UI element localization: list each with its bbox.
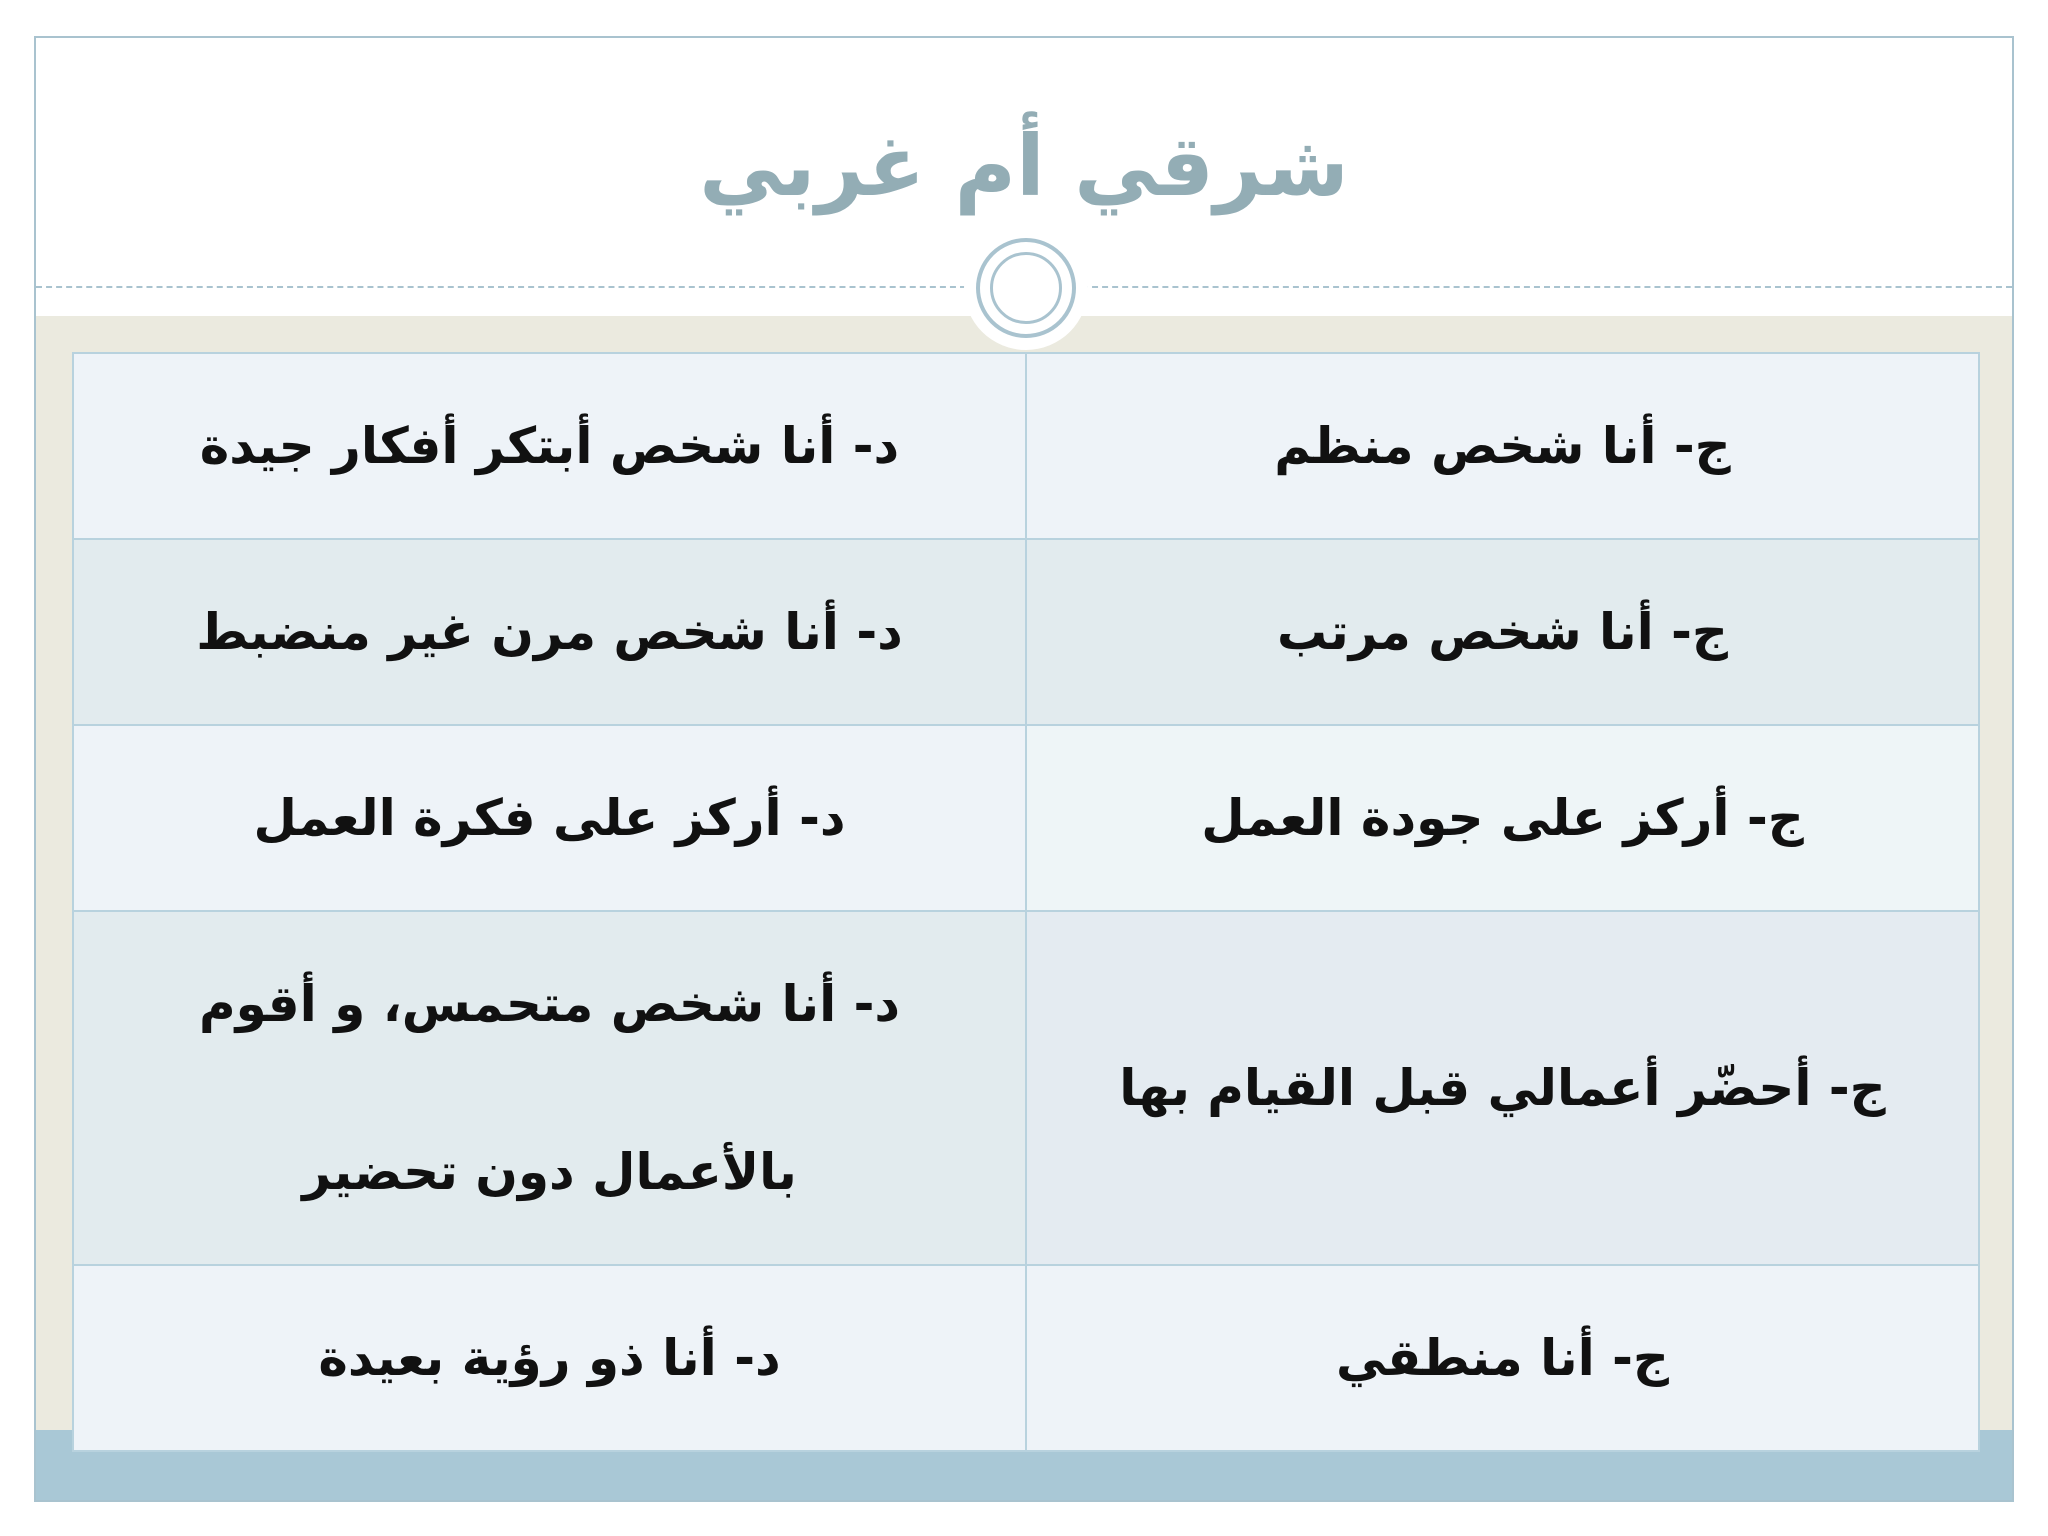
divider-ornament-inner-ring bbox=[990, 252, 1062, 324]
table-row bbox=[73, 353, 1979, 539]
table-cell-option-d: د- أنا شخص أبتكر أفكار جيدة bbox=[73, 353, 1026, 539]
table-row bbox=[73, 539, 1979, 725]
table-row bbox=[73, 911, 1979, 1265]
table-cell-option-d: د- أنا ذو رؤية بعيدة bbox=[73, 1265, 1026, 1451]
table-cell-option-j: ج- أنا منطقي bbox=[1026, 1265, 1979, 1451]
table-cell-option-j: ج- أركز على جودة العمل bbox=[1026, 725, 1979, 911]
title-divider-right bbox=[1082, 286, 2012, 288]
table-cell-option-d: د- أنا شخص متحمس، و أقوم بالأعمال دون تحضير bbox=[73, 911, 1026, 1265]
table-cell-option-d: د- أنا شخص مرن غير منضبط bbox=[73, 539, 1026, 725]
table-cell-option-d: د- أركز على فكرة العمل bbox=[73, 725, 1026, 911]
table-cell-option-j: ج- أنا شخص منظم bbox=[1026, 353, 1979, 539]
table-row bbox=[73, 725, 1979, 911]
table-row bbox=[73, 1265, 1979, 1451]
table-cell-option-j: ج- أحضّر أعمالي قبل القيام بها bbox=[1026, 911, 1979, 1265]
table-cell-option-j: ج- أنا شخص مرتب bbox=[1026, 539, 1979, 725]
slide-title: شرقي أم غربي bbox=[699, 117, 1349, 215]
slide bbox=[34, 36, 2014, 1502]
comparison-table bbox=[72, 352, 1980, 1452]
title-divider-left bbox=[36, 286, 966, 288]
